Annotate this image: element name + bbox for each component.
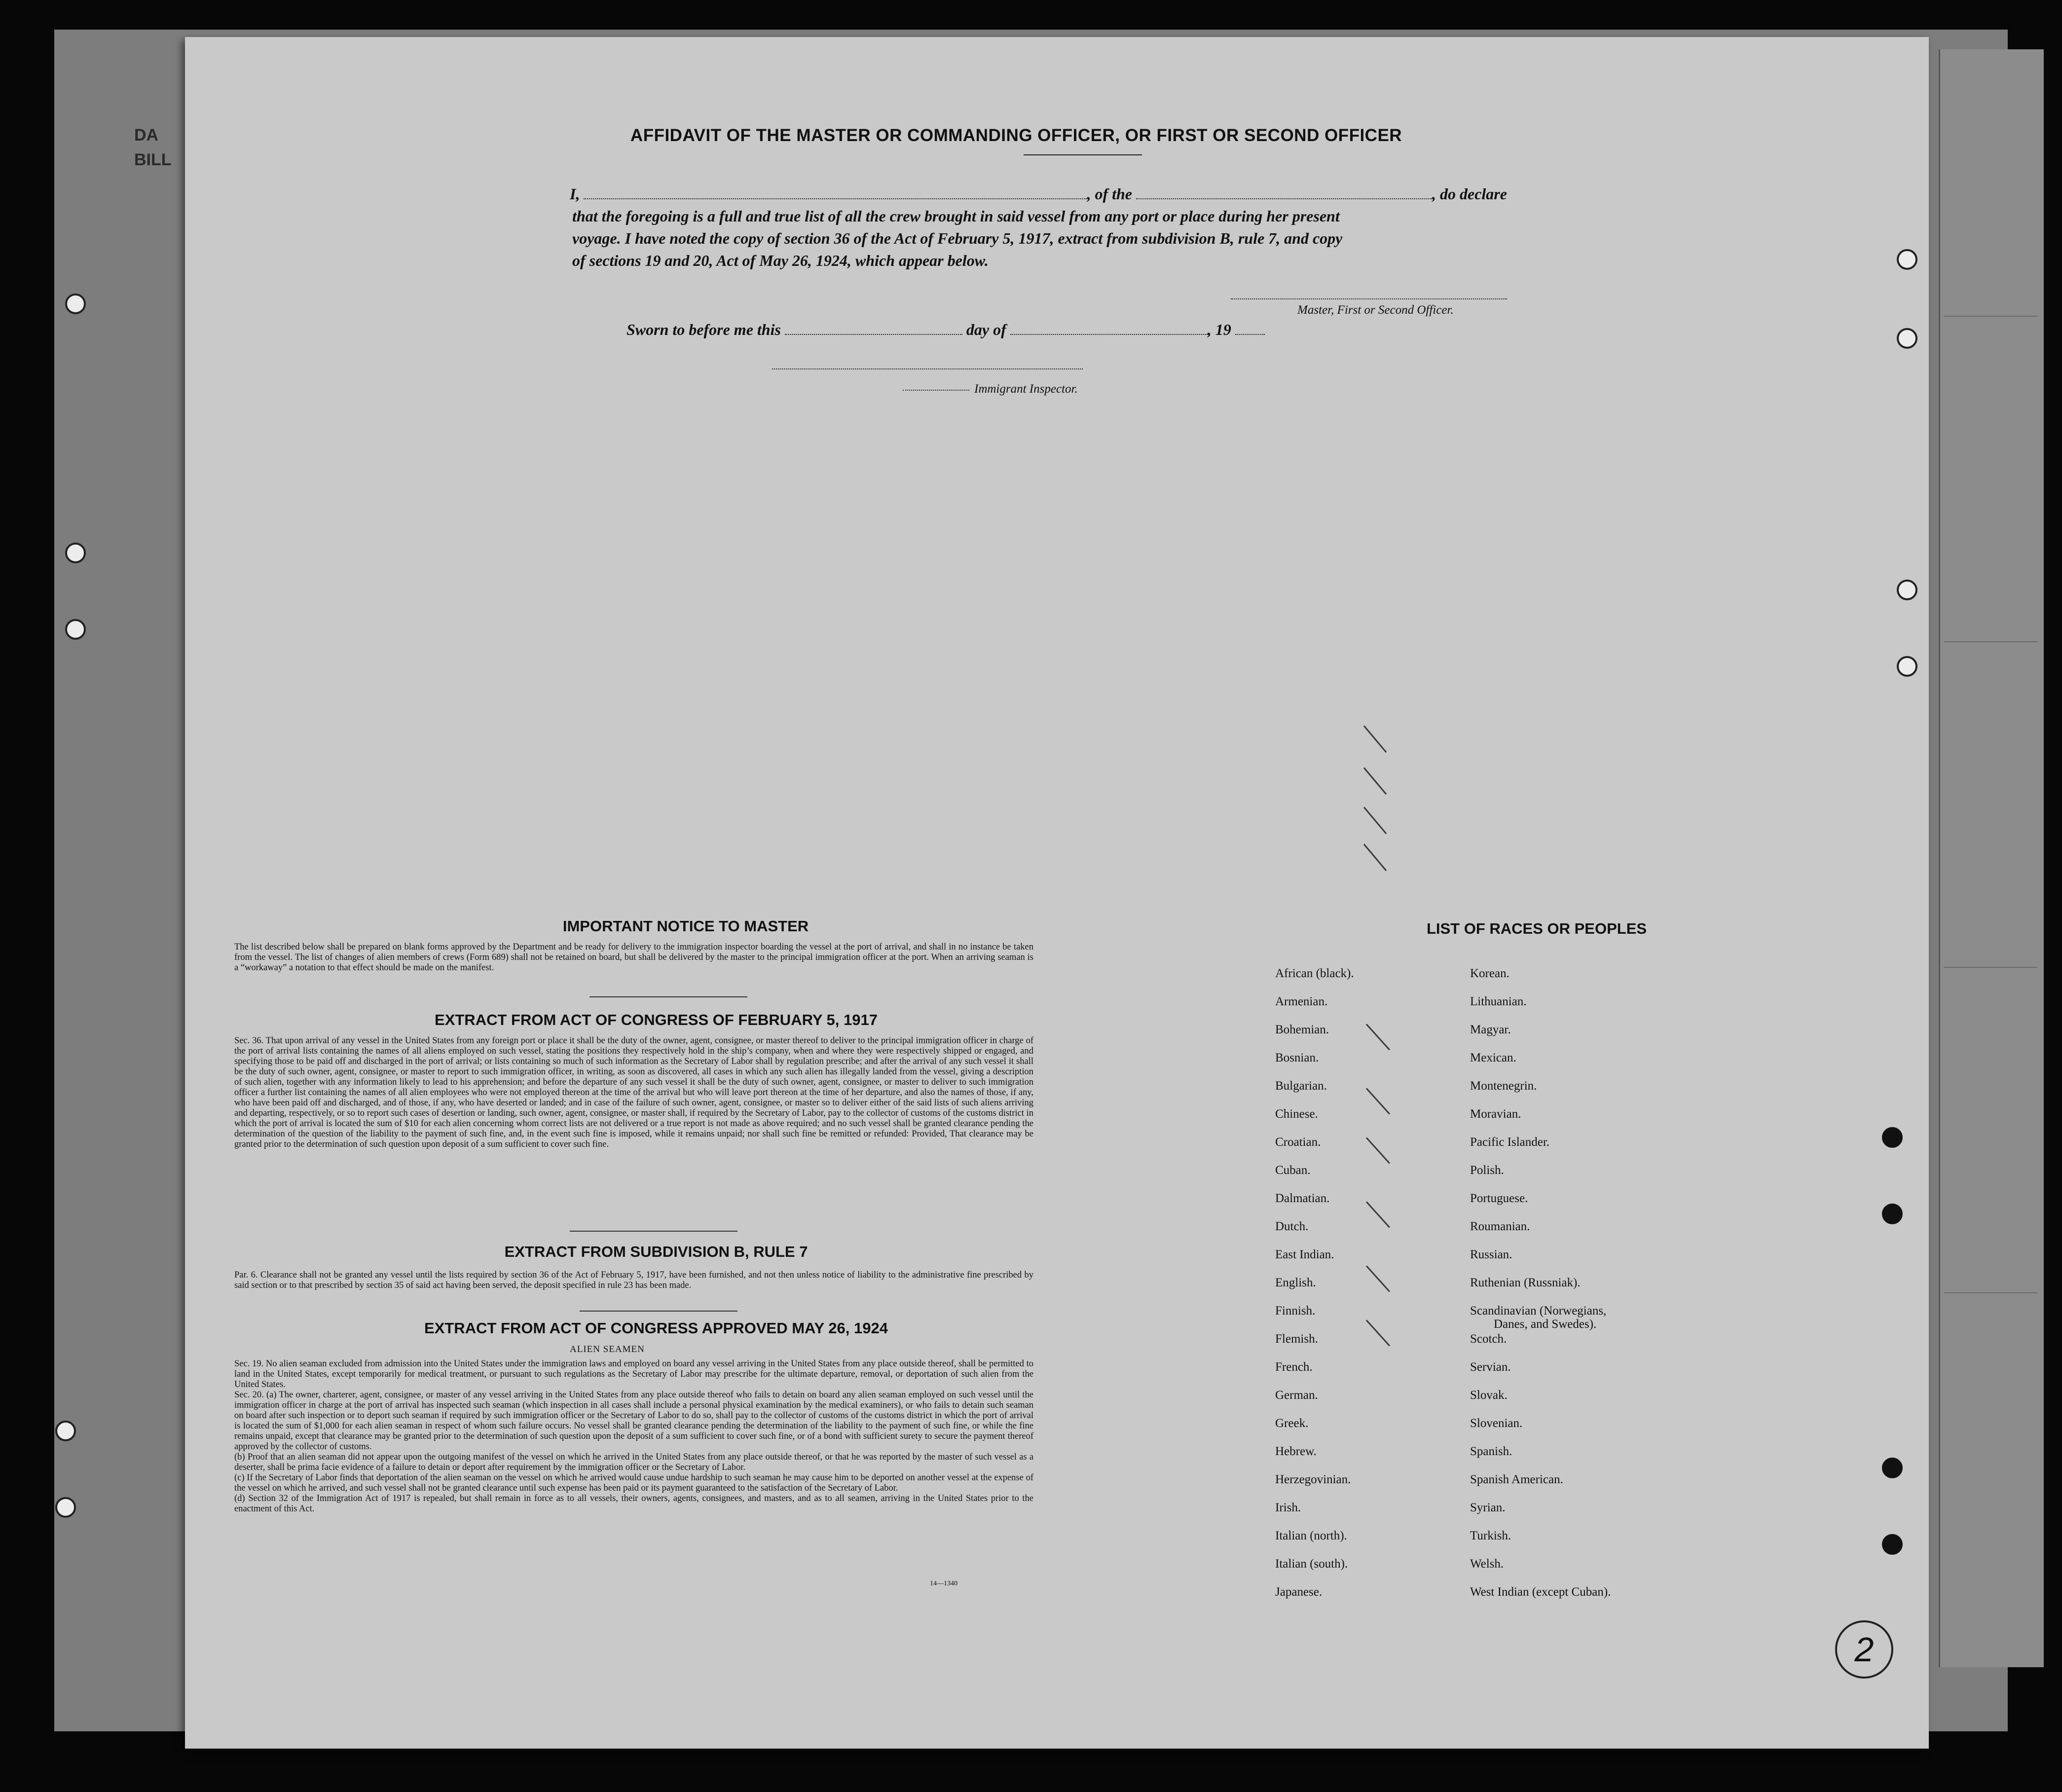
race-item: Spanish. xyxy=(1470,1445,1512,1458)
inspector-signature-dots xyxy=(903,390,969,391)
pencil-tick-mark xyxy=(1366,1319,1390,1346)
race-item: Flemish. xyxy=(1275,1332,1318,1346)
page-number: 2 xyxy=(1835,1620,1893,1679)
pencil-tick-mark xyxy=(1363,768,1387,795)
back-sheet-header-fragment: DA xyxy=(134,126,159,145)
sworn-line xyxy=(626,321,1265,339)
section-divider xyxy=(570,1231,737,1232)
pencil-tick-mark xyxy=(1366,1088,1390,1114)
punch-hole xyxy=(65,543,86,563)
affidavit-page xyxy=(185,37,1929,1749)
race-item: Bosnian. xyxy=(1275,1051,1319,1064)
race-item: Mexican. xyxy=(1470,1051,1516,1064)
affidavit-text-line: voyage. I have noted the copy of section 36 of the Act of February 5, 1917, extract from subdivision B, rule 7, and copy xyxy=(572,229,1343,247)
affidavit-title: AFFIDAVIT OF THE MASTER OR COMMANDING OFFICER, OR FIRST OR SECOND OFFICER xyxy=(630,126,1402,145)
race-item: Bohemian. xyxy=(1275,1023,1329,1036)
master-signature-line xyxy=(1231,298,1507,299)
race-item: Magyar. xyxy=(1470,1023,1511,1036)
punch-hole xyxy=(55,1421,76,1441)
race-item: Armenian. xyxy=(1275,995,1328,1008)
sec-20a-text: Sec. 20. (a) The owner, charterer, agent, consignee, or master of any vessel arriving in the United States from any place outside thereof who fails to detain on board any alien seaman employed on such vessel until the immigration officer in charge at the port of arrival has inspected such seaman (which inspection in all cases shall include a personal physical examination by the medical examiners), or who fails to detain such seaman on board after such inspection or to deport such seaman if required by such immigration officer or the Secretary of Labor to do so, shall pay to the collector of customs of the customs district in which the port of arrival is located the sum of $1,000 for each alien seaman in respect of whom such failure occurs. No vessel shall be granted clearance pending the determination of the liability to the payment of such fine, or while the fine remains unpaid, except that clearance may be granted prior to the determination of such question upon the deposit of a sum sufficient to cover such fine, or of a bond with sufficient surety to secure the payment thereof approved by the collector of customs. xyxy=(234,1390,1033,1452)
race-item: Greek. xyxy=(1275,1417,1309,1430)
race-item: Syrian. xyxy=(1470,1501,1506,1514)
pencil-tick-mark xyxy=(1363,807,1387,835)
affidavit-text-line: of sections 19 and 20, Act of May 26, 1924, which appear below. xyxy=(572,252,989,269)
affidavit-declaration-line xyxy=(570,185,1507,203)
affidavit-text-line: that the foregoing is a full and true list of all the crew brought in said vessel from any port or place during her present xyxy=(572,207,1340,225)
affidavit-of-the-label: , of the xyxy=(1087,185,1132,203)
back-sheet-rule xyxy=(1944,316,2037,317)
punch-hole xyxy=(65,293,86,314)
race-item: Portuguese. xyxy=(1470,1192,1528,1205)
race-item: Ruthenian (Russniak). xyxy=(1470,1276,1581,1289)
form-code: 14—1340 xyxy=(930,1580,957,1587)
punch-hole xyxy=(1897,580,1917,600)
race-item: Polish. xyxy=(1470,1164,1504,1177)
extract-rule7-body: Par. 6. Clearance shall not be granted any vessel until the lists required by section 36 of the Act of February 5, 1917, have been furnished, and not then unless notice of liability to the administrative fine prescribed by said section or to that prescribed by section 35 of said act having been served, the deposit specified in rule 23 has been made. xyxy=(234,1270,1033,1290)
year-blank xyxy=(1235,321,1265,335)
back-sheet-right-edge xyxy=(1939,49,2044,1667)
pencil-tick-mark xyxy=(1366,1201,1390,1228)
race-item: Herzegovinian. xyxy=(1275,1473,1351,1486)
extract-1924-body xyxy=(234,1359,1033,1514)
race-item: French. xyxy=(1275,1360,1313,1374)
race-item: Irish. xyxy=(1275,1501,1301,1514)
inspector-signature-line xyxy=(772,368,1083,369)
notice-title: IMPORTANT NOTICE TO MASTER xyxy=(562,917,809,935)
race-item: Scotch. xyxy=(1470,1332,1507,1346)
day-blank xyxy=(785,321,962,335)
race-item: German. xyxy=(1275,1389,1318,1402)
race-item: Italian (north). xyxy=(1275,1529,1347,1542)
punch-hole xyxy=(1882,1458,1903,1478)
race-item: Slovenian. xyxy=(1470,1417,1523,1430)
race-item: Korean. xyxy=(1470,967,1510,980)
race-item: Moravian. xyxy=(1470,1107,1521,1121)
punch-hole xyxy=(1882,1534,1903,1555)
race-item: Dalmatian. xyxy=(1275,1192,1330,1205)
race-item: Roumanian. xyxy=(1470,1220,1530,1233)
extract-rule7-title: EXTRACT FROM SUBDIVISION B, RULE 7 xyxy=(504,1243,808,1260)
punch-hole xyxy=(55,1497,76,1518)
punch-hole xyxy=(1897,656,1917,677)
day-of-label: day of xyxy=(966,321,1006,338)
pencil-tick-mark xyxy=(1363,726,1387,753)
race-item: Montenegrin. xyxy=(1470,1079,1537,1093)
master-signature-label: Master, First or Second Officer. xyxy=(1297,303,1454,317)
back-sheet-rule xyxy=(1944,967,2037,968)
race-item: African (black). xyxy=(1275,967,1354,980)
extract-1917-title: EXTRACT FROM ACT OF CONGRESS OF FEBRUARY 5, 1917 xyxy=(435,1011,878,1028)
alien-seamen-caption: ALIEN SEAMEN xyxy=(570,1344,645,1354)
race-item: Finnish. xyxy=(1275,1304,1316,1317)
section-divider xyxy=(580,1311,737,1312)
race-item: Japanese. xyxy=(1275,1585,1323,1599)
back-sheet-header-fragment: BILL xyxy=(134,150,172,169)
inspector-signature-label: Immigrant Inspector. xyxy=(974,382,1078,396)
race-item: Bulgarian. xyxy=(1275,1079,1327,1093)
sec-20c-text: (c) If the Secretary of Labor finds that deportation of the alien seaman on the vessel on which he arrived would cause undue hardship to such seaman he may cause him to be deported on another vessel at the expense of the vessel on which he arrived, and such vessel shall not be granted clearance until such expense has been paid or its payment guaranteed to the satisfaction of the Secretary of Labor. xyxy=(234,1473,1033,1493)
race-item: Cuban. xyxy=(1275,1164,1311,1177)
races-title: LIST OF RACES OR PEOPLES xyxy=(1426,920,1647,937)
race-item: Slovak. xyxy=(1470,1389,1508,1402)
vessel-blank xyxy=(1136,185,1432,199)
punch-hole xyxy=(1897,249,1917,270)
pencil-tick-mark xyxy=(1366,1265,1390,1292)
sec-19-text: Sec. 19. No alien seaman excluded from admission into the United States under the immigration laws and employed on board any vessel arriving in the United States from any place outside thereof, shall be permitted to land in the United States, except temporarily for medical treatment, or pursuant to such regulations as the Secretary of Labor may prescribe for the ultimate departure, removal, or deportation of such alien from the United States. xyxy=(234,1359,1033,1390)
race-item: Servian. xyxy=(1470,1360,1511,1374)
back-sheet-rule xyxy=(1944,1292,2037,1293)
race-item: Lithuanian. xyxy=(1470,995,1527,1008)
extract-1924-title: EXTRACT FROM ACT OF CONGRESS APPROVED MAY 26, 1924 xyxy=(424,1319,888,1337)
race-item: Dutch. xyxy=(1275,1220,1309,1233)
back-sheet-rule xyxy=(1944,641,2037,642)
pencil-tick-mark xyxy=(1363,844,1387,872)
race-item: East Indian. xyxy=(1275,1248,1334,1261)
punch-hole xyxy=(1882,1127,1903,1148)
race-item: Hebrew. xyxy=(1275,1445,1317,1458)
race-item: Russian. xyxy=(1470,1248,1512,1261)
race-item: Croatian. xyxy=(1275,1135,1321,1149)
extract-1917-body: Sec. 36. That upon arrival of any vessel in the United States from any foreign port or place it shall be the duty of the owner, agent, consignee, or master thereof to deliver to the principal immigration officer in charge of the port of arrival lists containing the names of all aliens employed on such vessel, stating the positions they respectively hold in the ship’s company, when and where they were respectively shipped or engaged, and specifying those to be paid off and discharged in the port of arrival; or lists containing so much of such information as the Secretary of Labor shall by regulation prescribe; and after the arrival of any such vessel it shall be the duty of such owner, agent, consignee, or master to report to such immigration officer, in writing, as soon as discovered, all cases in which any such alien has illegally landed from the vessel, giving a description of such alien, together with any information likely to lead to his apprehension; and before the departure of any such vessel it shall be the duty of such owner, agent, consignee, or master to deliver to such immigration officer a further list containing the names of all alien employees who were not employed thereon at the time of the arrival but who will leave port thereon at the time of her departure, and also the names of those, if any, who have been paid off and discharged, and of those, if any, who have deserted or landed; and in case of the failure of such owner, agent, consignee, or master so to deliver either of the said lists of such aliens arriving and departing, respectively, or so to report such cases of desertion or landing, such owner, agent, consignee, or master shall, if required by the Secretary of Labor, pay to the collector of customs of the customs district in which the port of arrival is located the sum of $10 for each alien concerning whom correct lists are not delivered or a true report is not made as above required; and no such vessel shall be granted clearance pending the determination of the question of the liability to the payment of such fine, and, in the event such fine is imposed, while it remains unpaid; nor shall such fine be remitted or refunded: Provided, That clearance may be granted prior to the determination of such question upon deposit of a sum sufficient to cover such fine. xyxy=(234,1036,1033,1149)
affidavit-i-label: I, xyxy=(570,185,580,203)
race-item: Danes, and Swedes). xyxy=(1494,1317,1597,1331)
sec-20b-text: (b) Proof that an alien seaman did not appear upon the outgoing manifest of the vessel on which he arrived in the United States from any place outside thereof, or that he was reported by the master of such vessel as a deserter, shall be prima facie evidence of a failure to detain or deport after requirement by the immigration officer or the Secretary of Labor. xyxy=(234,1452,1033,1472)
pencil-tick-mark xyxy=(1366,1024,1390,1050)
race-item: Turkish. xyxy=(1470,1529,1511,1542)
notice-body: The list described below shall be prepared on blank forms approved by the Department and be ready for delivery to the immigration inspector boarding the vessel at the port of arrival, and shall in no instance be taken from the vessel. The list of changes of alien members of crews (Form 689) shall not be retained on board, but shall be delivered by the master to the principal immigration officer at the port. When an arriving seaman is a “workaway” a notation to that effect should be made on the manifest. xyxy=(234,942,1033,973)
affidavit-title-rule xyxy=(1024,154,1142,155)
race-item: Pacific Islander. xyxy=(1470,1135,1550,1149)
month-blank xyxy=(1010,321,1208,335)
race-item: Welsh. xyxy=(1470,1557,1504,1571)
affidavit-declare-label: , do declare xyxy=(1432,185,1507,203)
race-item: Italian (south). xyxy=(1275,1557,1348,1571)
name-blank xyxy=(584,185,1087,199)
race-item: English. xyxy=(1275,1276,1316,1289)
race-item: Scandinavian (Norwegians, xyxy=(1470,1304,1607,1317)
punch-hole xyxy=(1897,328,1917,349)
sec-20d-text: (d) Section 32 of the Immigration Act of 1917 is repealed, but shall remain in force as to all vessels, their owners, agents, consignees, and masters, and as to all seamen, arriving in the United States prior to the enactment of this Act. xyxy=(234,1494,1033,1514)
year-prefix-label: , 19 xyxy=(1207,321,1231,338)
race-item: West Indian (except Cuban). xyxy=(1470,1585,1611,1599)
punch-hole xyxy=(1882,1204,1903,1224)
punch-hole xyxy=(65,619,86,640)
pencil-tick-mark xyxy=(1366,1137,1390,1164)
section-divider xyxy=(589,996,747,997)
race-item: Chinese. xyxy=(1275,1107,1318,1121)
race-item: Spanish American. xyxy=(1470,1473,1563,1486)
sworn-label: Sworn to before me this xyxy=(626,321,781,338)
